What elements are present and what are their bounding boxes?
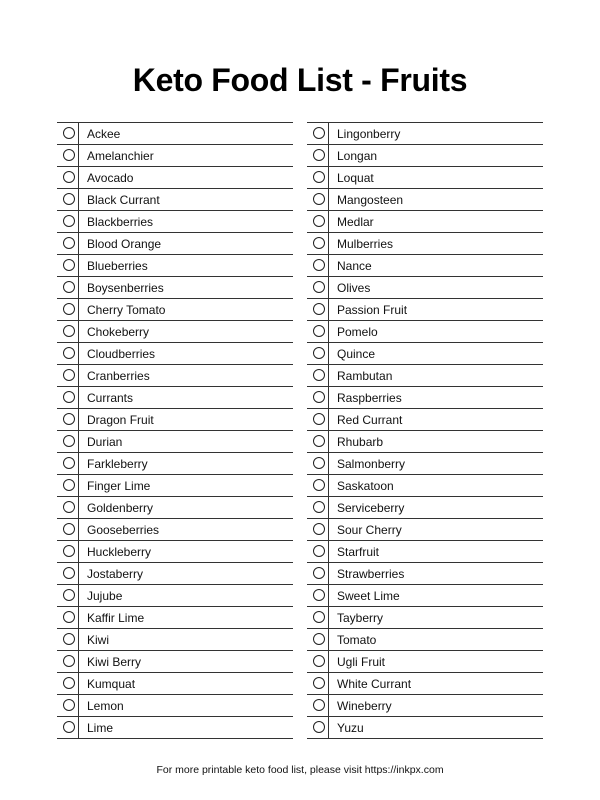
fruit-label: Mangosteen xyxy=(337,193,404,207)
checklist-row xyxy=(57,717,293,739)
fruit-label: Huckleberry xyxy=(87,545,152,559)
checkbox-circle-icon[interactable] xyxy=(63,193,75,205)
row-divider xyxy=(78,541,79,563)
checkbox-circle-icon[interactable] xyxy=(63,523,75,535)
row-divider xyxy=(78,167,79,189)
page-title: Keto Food List - Fruits xyxy=(132,62,468,98)
row-divider xyxy=(328,541,329,563)
checklist-row xyxy=(307,607,543,629)
checkbox-circle-icon[interactable] xyxy=(313,215,325,227)
fruit-label: Sour Cherry xyxy=(337,523,402,537)
checklist-row xyxy=(57,255,293,277)
checklist-row xyxy=(307,409,543,431)
fruit-label: Avocado xyxy=(87,171,134,185)
row-divider xyxy=(78,343,79,365)
checkbox-circle-icon[interactable] xyxy=(63,149,75,161)
checkbox-circle-icon[interactable] xyxy=(313,391,325,403)
fruit-label: Gooseberries xyxy=(87,523,160,537)
fruit-label: Boysenberries xyxy=(87,281,164,295)
checklist-row xyxy=(307,519,543,541)
checkbox-circle-icon[interactable] xyxy=(313,611,325,623)
row-divider xyxy=(328,277,329,299)
row-divider xyxy=(328,497,329,519)
checkbox-circle-icon[interactable] xyxy=(63,391,75,403)
checkbox-circle-icon[interactable] xyxy=(63,655,75,667)
row-divider xyxy=(328,387,329,409)
checklist-row xyxy=(57,299,293,321)
row-divider xyxy=(78,563,79,585)
checklist-row xyxy=(307,211,543,233)
fruit-label: Finger Lime xyxy=(87,479,151,493)
row-divider xyxy=(78,717,79,739)
checklist-row xyxy=(307,387,543,409)
checklist-row xyxy=(307,497,543,519)
checkbox-circle-icon[interactable] xyxy=(313,655,325,667)
checkbox-circle-icon[interactable] xyxy=(313,699,325,711)
checkbox-circle-icon[interactable] xyxy=(63,325,75,337)
row-divider xyxy=(328,475,329,497)
checklist-row xyxy=(307,189,543,211)
checklist-row xyxy=(57,277,293,299)
row-divider xyxy=(328,123,329,145)
fruit-label: Mulberries xyxy=(337,237,394,251)
row-divider xyxy=(328,695,329,717)
checkbox-circle-icon[interactable] xyxy=(63,369,75,381)
checklist-row xyxy=(57,211,293,233)
fruit-label: Pomelo xyxy=(337,325,378,339)
row-divider xyxy=(78,255,79,277)
checklist-row xyxy=(307,233,543,255)
checklist-row xyxy=(307,541,543,563)
row-divider xyxy=(78,607,79,629)
checklist-row xyxy=(307,475,543,497)
fruit-label: Chokeberry xyxy=(87,325,150,339)
fruit-label: Jujube xyxy=(87,589,123,603)
checklist-row xyxy=(57,695,293,717)
checklist-row xyxy=(307,563,543,585)
row-divider xyxy=(78,497,79,519)
checkbox-circle-icon[interactable] xyxy=(313,567,325,579)
row-divider xyxy=(78,189,79,211)
checklist-row xyxy=(307,145,543,167)
fruit-label: Wineberry xyxy=(337,699,392,713)
row-divider xyxy=(78,211,79,233)
row-divider xyxy=(78,453,79,475)
fruit-label: Dragon Fruit xyxy=(87,413,154,427)
row-divider xyxy=(328,651,329,673)
checkbox-circle-icon[interactable] xyxy=(63,677,75,689)
row-divider xyxy=(328,189,329,211)
checklist-row xyxy=(57,321,293,343)
checklist-row xyxy=(57,387,293,409)
checklist-row xyxy=(57,453,293,475)
checkbox-circle-icon[interactable] xyxy=(313,237,325,249)
checkbox-circle-icon[interactable] xyxy=(63,303,75,315)
fruit-label: Red Currant xyxy=(337,413,403,427)
fruit-label: Raspberries xyxy=(337,391,402,405)
checkbox-circle-icon[interactable] xyxy=(313,633,325,645)
fruit-label: Currants xyxy=(87,391,134,405)
fruit-label: Quince xyxy=(337,347,376,361)
row-divider xyxy=(78,277,79,299)
checkbox-circle-icon[interactable] xyxy=(313,501,325,513)
fruit-label: Strawberries xyxy=(337,567,405,581)
checklist-row xyxy=(57,343,293,365)
fruit-label: Loquat xyxy=(337,171,374,185)
checklist-row xyxy=(57,431,293,453)
checkbox-circle-icon[interactable] xyxy=(63,721,75,733)
checklist-row xyxy=(57,123,293,145)
checkbox-circle-icon[interactable] xyxy=(63,567,75,579)
right-checklist xyxy=(307,122,543,739)
row-divider xyxy=(78,299,79,321)
fruit-label: Yuzu xyxy=(337,721,364,735)
checklist-row xyxy=(307,651,543,673)
checkbox-circle-icon[interactable] xyxy=(313,171,325,183)
checklist-row xyxy=(57,607,293,629)
checkbox-circle-icon[interactable] xyxy=(313,523,325,535)
checklist-row xyxy=(307,673,543,695)
checkbox-circle-icon[interactable] xyxy=(313,193,325,205)
checklist-row xyxy=(307,695,543,717)
fruit-label: Blueberries xyxy=(87,259,148,273)
checkbox-circle-icon[interactable] xyxy=(313,677,325,689)
checklist-row xyxy=(307,343,543,365)
row-divider xyxy=(78,233,79,255)
fruit-label: Olives xyxy=(337,281,371,295)
checkbox-circle-icon[interactable] xyxy=(63,435,75,447)
checkbox-circle-icon[interactable] xyxy=(313,457,325,469)
checkbox-circle-icon[interactable] xyxy=(63,457,75,469)
fruit-label: Saskatoon xyxy=(337,479,394,493)
checklist-row xyxy=(307,453,543,475)
fruit-label: Nance xyxy=(337,259,372,273)
checklist-row xyxy=(307,585,543,607)
checkbox-circle-icon[interactable] xyxy=(63,215,75,227)
checkbox-circle-icon[interactable] xyxy=(313,479,325,491)
fruit-label: Medlar xyxy=(337,215,374,229)
checkbox-circle-icon[interactable] xyxy=(313,303,325,315)
row-divider xyxy=(328,145,329,167)
checklist-row xyxy=(57,145,293,167)
checklist-row xyxy=(307,299,543,321)
checkbox-circle-icon[interactable] xyxy=(313,721,325,733)
checklist-row xyxy=(307,277,543,299)
row-divider xyxy=(328,343,329,365)
checklist-row xyxy=(307,167,543,189)
row-divider xyxy=(328,365,329,387)
fruit-label: Ugli Fruit xyxy=(337,655,386,669)
checklist-row xyxy=(307,321,543,343)
checkbox-circle-icon[interactable] xyxy=(63,633,75,645)
fruit-label: White Currant xyxy=(337,677,412,691)
checkbox-circle-icon[interactable] xyxy=(63,611,75,623)
checkbox-circle-icon[interactable] xyxy=(63,545,75,557)
row-divider xyxy=(328,321,329,343)
fruit-label: Tayberry xyxy=(337,611,384,625)
checkbox-circle-icon[interactable] xyxy=(63,347,75,359)
checkbox-circle-icon[interactable] xyxy=(313,127,325,139)
checkbox-circle-icon[interactable] xyxy=(313,545,325,557)
checklist-row xyxy=(57,585,293,607)
checkbox-circle-icon[interactable] xyxy=(63,501,75,513)
fruit-label: Longan xyxy=(337,149,378,163)
checklist-row xyxy=(307,717,543,739)
fruit-label: Amelanchier xyxy=(87,149,154,163)
row-divider xyxy=(328,211,329,233)
row-divider xyxy=(78,585,79,607)
row-divider xyxy=(328,409,329,431)
fruit-label: Kumquat xyxy=(87,677,136,691)
checkbox-circle-icon[interactable] xyxy=(313,413,325,425)
row-divider xyxy=(328,431,329,453)
fruit-label: Cranberries xyxy=(87,369,150,383)
footer-note: For more printable keto food list, please visit https://inkpx.com xyxy=(156,764,444,776)
fruit-label: Lingonberry xyxy=(337,127,401,141)
checkbox-circle-icon[interactable] xyxy=(313,589,325,601)
fruit-label: Blood Orange xyxy=(87,237,162,251)
fruit-label: Lime xyxy=(87,721,114,735)
checklist-row xyxy=(57,233,293,255)
checkbox-circle-icon[interactable] xyxy=(313,259,325,271)
checklist-row xyxy=(57,189,293,211)
checkbox-circle-icon[interactable] xyxy=(63,699,75,711)
checkbox-circle-icon[interactable] xyxy=(313,149,325,161)
checkbox-circle-icon[interactable] xyxy=(313,347,325,359)
checkbox-circle-icon[interactable] xyxy=(313,369,325,381)
fruit-label: Passion Fruit xyxy=(337,303,408,317)
row-divider xyxy=(328,717,329,739)
checklist-row xyxy=(57,629,293,651)
checkbox-circle-icon[interactable] xyxy=(63,127,75,139)
row-divider xyxy=(78,365,79,387)
row-divider xyxy=(328,233,329,255)
checkbox-circle-icon[interactable] xyxy=(63,479,75,491)
row-divider xyxy=(328,453,329,475)
row-divider xyxy=(328,585,329,607)
row-divider xyxy=(78,145,79,167)
checklist-row xyxy=(57,475,293,497)
checklist-row xyxy=(57,519,293,541)
checklist-row xyxy=(307,123,543,145)
row-divider xyxy=(328,629,329,651)
fruit-label: Rambutan xyxy=(337,369,393,383)
fruit-label: Cherry Tomato xyxy=(87,303,166,317)
checklist-row xyxy=(307,431,543,453)
checklist-row xyxy=(57,651,293,673)
row-divider xyxy=(328,299,329,321)
checklist-row xyxy=(57,365,293,387)
fruit-label: Rhubarb xyxy=(337,435,384,449)
row-divider xyxy=(78,629,79,651)
checklist-row xyxy=(307,365,543,387)
checkbox-circle-icon[interactable] xyxy=(63,171,75,183)
checklist-row xyxy=(57,497,293,519)
fruit-label: Ackee xyxy=(87,127,121,141)
fruit-label: Durian xyxy=(87,435,123,449)
fruit-label: Jostaberry xyxy=(87,567,144,581)
checkbox-circle-icon[interactable] xyxy=(313,435,325,447)
checklist-row xyxy=(57,541,293,563)
row-divider xyxy=(328,607,329,629)
checklist-row xyxy=(307,255,543,277)
fruit-label: Serviceberry xyxy=(337,501,405,515)
checkbox-circle-icon[interactable] xyxy=(313,325,325,337)
checklist-row xyxy=(307,629,543,651)
row-divider xyxy=(78,321,79,343)
fruit-label: Blackberries xyxy=(87,215,154,229)
fruit-label: Kiwi xyxy=(87,633,110,647)
fruit-label: Kaffir Lime xyxy=(87,611,145,625)
row-divider xyxy=(78,409,79,431)
fruit-label: Goldenberry xyxy=(87,501,154,515)
row-divider xyxy=(328,673,329,695)
fruit-label: Starfruit xyxy=(337,545,380,559)
row-divider xyxy=(328,167,329,189)
fruit-label: Farkleberry xyxy=(87,457,148,471)
checkbox-circle-icon[interactable] xyxy=(63,281,75,293)
checkbox-circle-icon[interactable] xyxy=(313,281,325,293)
checkbox-circle-icon[interactable] xyxy=(63,589,75,601)
row-divider xyxy=(78,651,79,673)
checkbox-circle-icon[interactable] xyxy=(63,413,75,425)
row-divider xyxy=(78,673,79,695)
fruit-label: Kiwi Berry xyxy=(87,655,142,669)
row-divider xyxy=(78,123,79,145)
checkbox-circle-icon[interactable] xyxy=(63,259,75,271)
row-divider xyxy=(328,519,329,541)
fruit-label: Sweet Lime xyxy=(337,589,400,603)
row-divider xyxy=(78,475,79,497)
row-divider xyxy=(78,431,79,453)
checklist-row xyxy=(57,673,293,695)
fruit-label: Lemon xyxy=(87,699,124,713)
checklist-row xyxy=(57,167,293,189)
checklist-row xyxy=(57,563,293,585)
fruit-label: Tomato xyxy=(337,633,377,647)
row-divider xyxy=(328,563,329,585)
row-divider xyxy=(328,255,329,277)
checklist-row xyxy=(57,409,293,431)
fruit-label: Salmonberry xyxy=(337,457,406,471)
fruit-label: Cloudberries xyxy=(87,347,156,361)
row-divider xyxy=(78,387,79,409)
left-checklist xyxy=(57,122,293,739)
fruit-label: Black Currant xyxy=(87,193,160,207)
row-divider xyxy=(78,519,79,541)
checkbox-circle-icon[interactable] xyxy=(63,237,75,249)
row-divider xyxy=(78,695,79,717)
